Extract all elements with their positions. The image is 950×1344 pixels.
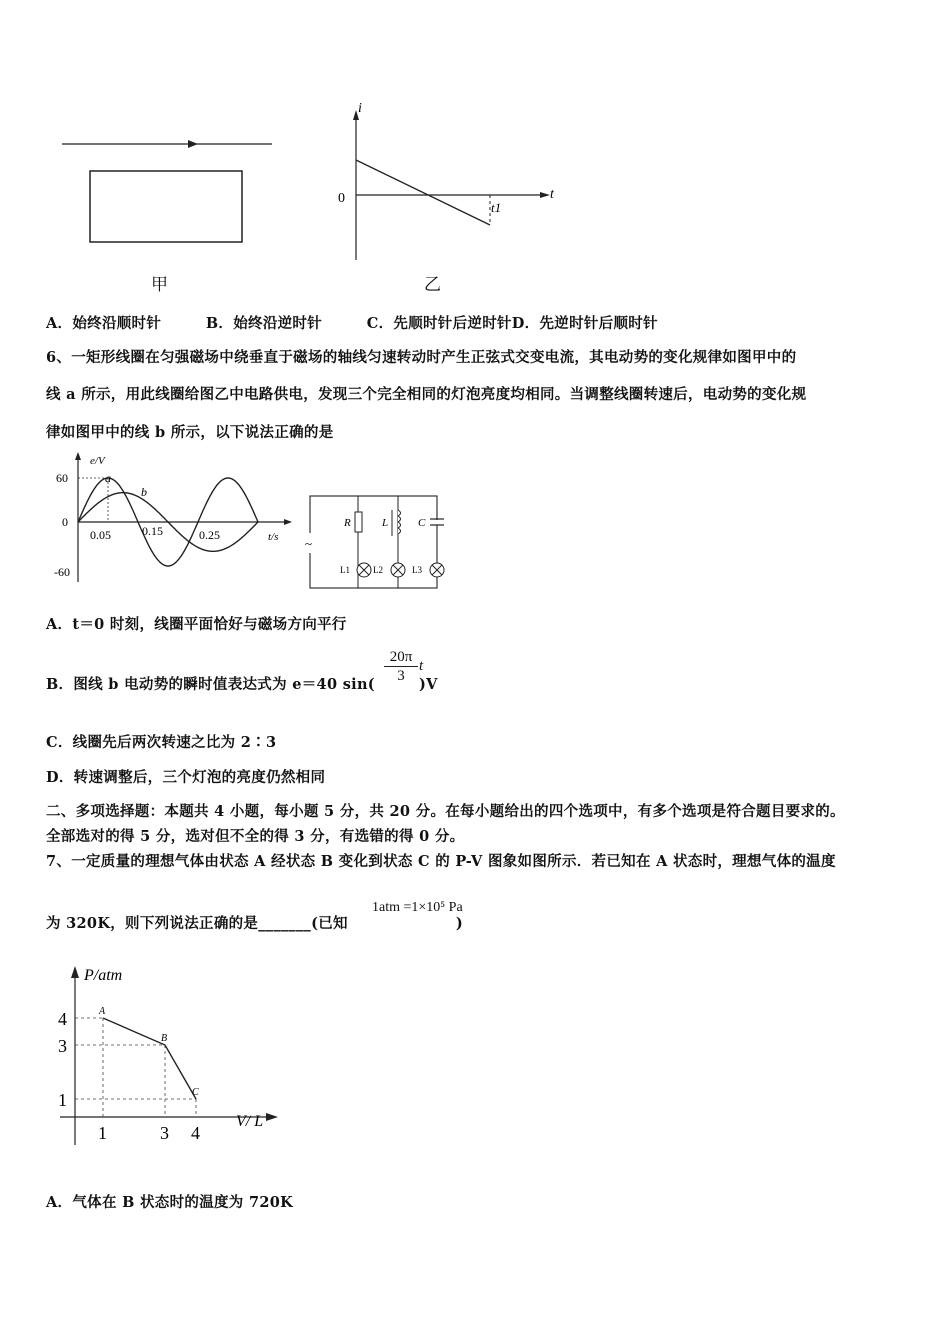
i-axis-label: i — [358, 101, 362, 116]
q7-given-unit: 1atm =1×10⁵ Pa — [372, 900, 463, 915]
figure-jia-yi — [40, 100, 580, 300]
x-axis-label: t/s — [268, 531, 279, 543]
label-l: L — [382, 517, 389, 529]
pv-y-tick: 3 — [58, 1036, 67, 1056]
q5-option-b[interactable]: B．始终沿逆时针 — [205, 315, 323, 332]
x-tick-025: 0.25 — [199, 528, 220, 542]
label-l1: L1 — [340, 565, 350, 575]
y-tick-neg60: -60 — [54, 565, 70, 579]
q7-option-a[interactable]: A．气体在 B 状态时的温度为 720K — [46, 1194, 294, 1211]
q7-stem-line2-close: ) — [455, 915, 463, 932]
q6-option-a[interactable]: A．t＝0 时刻，线圈平面恰好与磁场方向平行 — [46, 616, 347, 633]
q5-option-a[interactable]: A．始终沿顺时针 — [46, 315, 162, 332]
pv-x-tick: 1 — [98, 1123, 107, 1143]
pv-point-label-c: C — [192, 1087, 199, 1098]
pv-y-tick: 1 — [58, 1090, 67, 1110]
q6-option-c[interactable]: C．线圈先后两次转速之比为 2∶3 — [46, 734, 277, 751]
q5-option-c[interactable]: C．先顺时针后逆时针 — [366, 315, 512, 332]
t-axis-arrow-icon — [540, 192, 550, 198]
ac-source-icon: ~ — [305, 536, 313, 551]
pv-chart — [40, 960, 280, 1150]
x-tick-005: 0.05 — [90, 528, 111, 542]
x-axis-arrow-icon — [284, 519, 292, 525]
q6-stem-line1: 6、一矩形线圈在匀强磁场中绕垂直于磁场的轴线匀速转动时产生正弦式交变电流，其电动势的变化规律如图甲中的 — [46, 349, 797, 366]
fraction-t: t — [419, 658, 424, 674]
q6-option-b[interactable] — [46, 673, 438, 694]
fraction-denominator: 3 — [397, 668, 405, 684]
label-c: C — [418, 517, 426, 529]
p-axis-label: P/atm — [84, 967, 123, 984]
y-tick-60: 60 — [56, 471, 68, 485]
label-l2: L2 — [373, 565, 383, 575]
current-arrow-icon — [188, 140, 198, 148]
current-line — [356, 160, 490, 225]
pv-process-line — [103, 1018, 196, 1099]
caption-jia: 甲 — [151, 275, 168, 295]
label-l3: L3 — [412, 565, 422, 575]
label-r: R — [344, 517, 351, 529]
fraction-numerator: 20π — [384, 648, 418, 667]
q7-stem-line1: 7、一定质量的理想气体由状态 A 经状态 B 变化到状态 C 的 P-V 图象如图所示．若已知在 A 状态时，理想气体的温度 — [46, 853, 836, 870]
p-axis-arrow-icon — [71, 966, 79, 978]
figure-yi — [338, 101, 555, 260]
q6-option-b-fraction — [384, 648, 418, 685]
pv-x-tick: 4 — [191, 1123, 200, 1143]
curve-a-label: a — [105, 471, 111, 485]
y-axis-arrow-icon — [75, 452, 81, 460]
q5-options — [46, 312, 658, 333]
q6-option-b-text: B．图线 b 电动势的瞬时值表达式为 e＝40 sin( — [46, 676, 375, 693]
y-tick-0: 0 — [62, 515, 68, 529]
lamp-l1-icon — [357, 563, 371, 577]
q6-stem-line2: 线 a 所示，用此线圈给图乙中电路供电，发现三个完全相同的灯泡亮度均相同。当调整线圈转速后，电动势的变化规 — [46, 386, 807, 403]
figure-jia — [62, 140, 272, 242]
pv-point-label-a: A — [99, 1006, 106, 1017]
pv-point-label-b: B — [161, 1033, 168, 1044]
x-tick-015: 0.15 — [142, 524, 163, 538]
inductor-icon — [398, 510, 401, 534]
y-axis-label: e/V — [90, 455, 105, 467]
circuit-diagram — [300, 488, 450, 592]
lamp-l2-icon — [391, 563, 405, 577]
q6-option-b-suffix: )V — [418, 676, 438, 693]
q6-option-d[interactable]: D．转速调整后，三个灯泡的亮度仍然相同 — [46, 769, 326, 786]
section2-line1: 二、多项选择题：本题共 4 小题，每小题 5 分，共 20 分。在每小题给出的四个选项中，有多个选项是符合题目要求的。 — [46, 803, 845, 820]
section2-line2: 全部选对的得 5 分，选对但不全的得 3 分，有选错的得 0 分。 — [46, 828, 465, 845]
coil-rectangle — [90, 171, 242, 242]
caption-yi: 乙 — [424, 275, 441, 295]
q5-option-d[interactable]: D．先逆时针后顺时针 — [511, 315, 658, 332]
q6-stem-line3: 律如图甲中的线 b 所示，以下说法正确的是 — [46, 424, 334, 441]
q7-stem-line2-text: 为 320K，则下列说法正确的是_______(已知 — [46, 915, 348, 932]
sine-chart — [46, 450, 296, 585]
pv-y-tick: 4 — [58, 1009, 67, 1029]
t1-label: t1 — [491, 200, 502, 215]
curve-b-label: b — [141, 485, 147, 499]
lamp-l3-icon — [430, 563, 444, 577]
origin-label: 0 — [338, 191, 345, 206]
v-axis-label: V/ L — [236, 1113, 264, 1130]
pv-x-tick: 3 — [160, 1123, 169, 1143]
resistor-icon — [355, 512, 362, 532]
t-axis-label: t — [550, 187, 554, 202]
v-axis-arrow-icon — [266, 1113, 278, 1121]
